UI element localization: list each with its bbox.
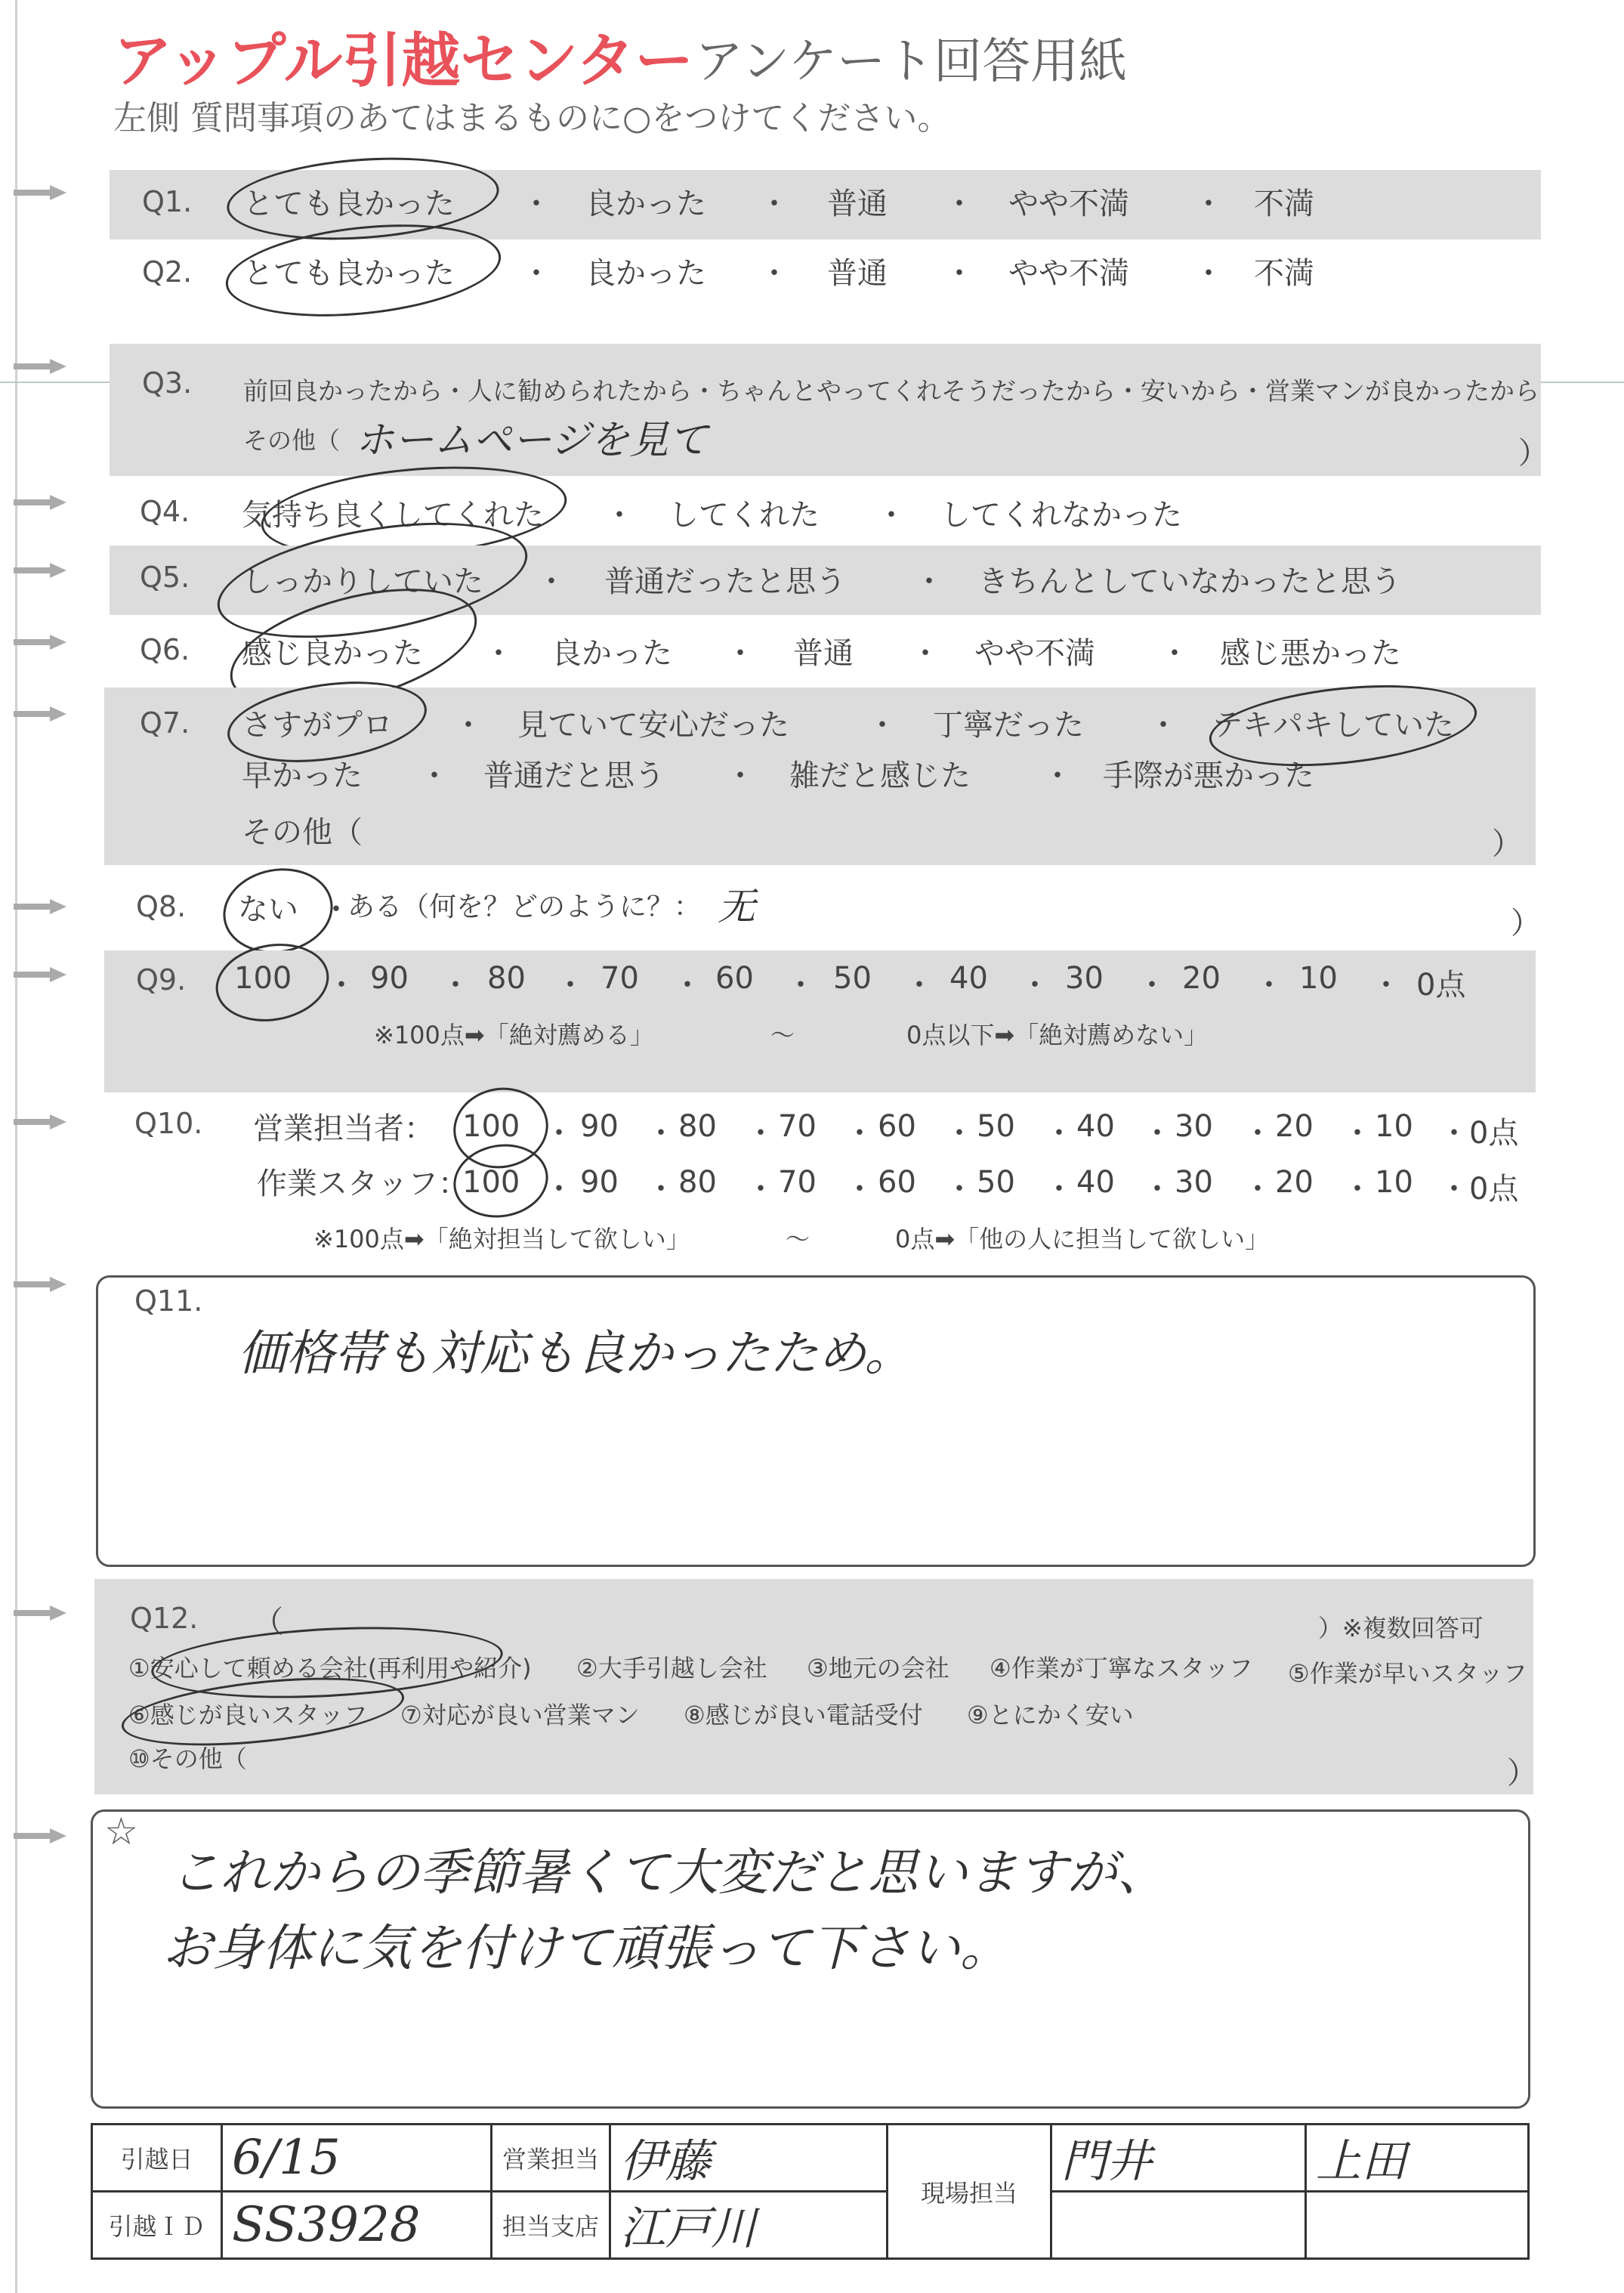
q9-score-60[interactable]: 60	[715, 961, 754, 996]
q10-staff-score[interactable]: 100	[462, 1165, 520, 1200]
q2-option[interactable]: 不満	[1254, 256, 1314, 291]
q9-dot: ・	[326, 968, 357, 1003]
q7-option[interactable]: 普通だと思う	[483, 759, 665, 793]
q9-note-right: 0点以下➡「絶対薦めない」	[906, 1021, 1209, 1049]
q6-dot: ・	[725, 636, 755, 671]
q10-staff-score[interactable]: 80	[678, 1165, 717, 1200]
q12-option[interactable]: ④作業が丁寧なスタッフ	[990, 1654, 1253, 1683]
q2-dot: ・	[1193, 256, 1224, 291]
q8-close: ）	[1511, 906, 1541, 941]
q10-note-left: ※100点➡「絶対担当して欲しい」	[313, 1225, 690, 1253]
q9-score-20[interactable]: 20	[1182, 961, 1221, 996]
q9-label: Q9.	[136, 963, 187, 997]
q12-other-label: ⑩その他（	[128, 1744, 247, 1773]
q9-score-50[interactable]: 50	[833, 961, 872, 996]
q7-label: Q7.	[140, 706, 190, 740]
arrow-icon	[14, 967, 66, 981]
site-value-1[interactable]: 門井	[1061, 2135, 1152, 2188]
q7-option[interactable]: 早かった	[242, 759, 363, 793]
q12-label: Q12.	[130, 1602, 199, 1635]
q9-dot: ・	[1371, 968, 1401, 1003]
q11-answer[interactable]: 価格帯も対応も良かったため。	[238, 1326, 913, 1382]
move-id-label: 引越ＩＤ	[92, 2192, 222, 2259]
q1-dot: ・	[1193, 187, 1224, 221]
q7-dot: ・	[1148, 708, 1178, 743]
q6-option[interactable]: 感じ悪かった	[1220, 636, 1401, 671]
q2-option[interactable]: 普通	[827, 256, 888, 291]
q7-option[interactable]: 丁寧だった	[933, 708, 1084, 743]
q10-dot: ・	[1044, 1172, 1074, 1207]
q9-score-30[interactable]: 30	[1065, 961, 1104, 996]
q6-label: Q6.	[140, 633, 190, 666]
q10-sales-score[interactable]: 60	[878, 1109, 916, 1144]
q10-staff-score[interactable]: 70	[778, 1165, 817, 1200]
q10-staff-label: 作業スタッフ：	[257, 1167, 468, 1201]
q1-dot: ・	[944, 187, 974, 221]
q9-dot: ・	[555, 968, 585, 1003]
q12-option[interactable]: ⑤作業が早いスタッフ	[1288, 1659, 1527, 1688]
arrow-icon	[14, 563, 66, 576]
q7-dot: ・	[867, 708, 897, 743]
q10-dot: ・	[1142, 1116, 1172, 1151]
q10-staff-score[interactable]: 40	[1076, 1165, 1115, 1200]
q10-label: Q10.	[134, 1107, 203, 1140]
q10-sales-score[interactable]: 30	[1175, 1109, 1213, 1144]
arrow-icon	[14, 1605, 66, 1619]
q9-note-left: ※100点➡「絶対薦める」	[374, 1021, 654, 1049]
arrow-icon	[14, 495, 66, 508]
q12-option[interactable]: ②大手引越し会社	[576, 1654, 767, 1683]
q3-other-label: その他（	[243, 426, 341, 455]
q5-option[interactable]: 普通だったと思う	[604, 564, 846, 599]
q10-dot: ・	[1439, 1116, 1469, 1151]
q1-label: Q1.	[142, 185, 193, 218]
q10-dot: ・	[1243, 1172, 1273, 1207]
q10-sales-score[interactable]: 80	[678, 1109, 717, 1144]
q10-sales-score[interactable]: 100	[462, 1109, 520, 1144]
arrow-icon	[14, 899, 66, 913]
q12-option[interactable]: ⑥感じが良いスタッフ	[128, 1701, 368, 1729]
q10-sales-score[interactable]: 0点	[1469, 1116, 1519, 1151]
arrow-icon	[14, 1114, 66, 1128]
q10-dot: ・	[1044, 1116, 1074, 1151]
q11-label: Q11.	[134, 1284, 203, 1318]
q1-dot: ・	[521, 187, 551, 221]
q12-option[interactable]: ①安心して頼める会社(再利用や紹介)	[128, 1654, 532, 1683]
q5-dot: ・	[914, 564, 944, 599]
q10-dot: ・	[944, 1172, 974, 1207]
q7-option[interactable]: テキパキしていた	[1212, 708, 1454, 743]
q7-dot: ・	[1042, 759, 1073, 793]
q10-sales-score[interactable]: 20	[1275, 1109, 1314, 1144]
q4-dot: ・	[604, 498, 634, 533]
q6-dot: ・	[910, 636, 940, 671]
q6-option[interactable]: 感じ良かった	[242, 636, 423, 671]
q6-dot: ・	[483, 636, 514, 671]
q10-dot: ・	[646, 1116, 676, 1151]
q9-dot: ・	[1254, 968, 1284, 1003]
q1-option[interactable]: やや不満	[1008, 187, 1129, 221]
move-date-value[interactable]: 6/15	[232, 2130, 341, 2186]
q4-option[interactable]: してくれなかった	[940, 498, 1182, 533]
q10-staff-score[interactable]: 60	[878, 1165, 916, 1200]
q10-dot: ・	[1142, 1172, 1172, 1207]
move-date-label: 引越日	[92, 2125, 222, 2192]
q10-sales-score[interactable]: 40	[1076, 1109, 1115, 1144]
q10-dot: ・	[746, 1172, 776, 1207]
q12-option[interactable]: ⑧感じが良い電話受付	[684, 1701, 923, 1729]
q10-sales-score[interactable]: 90	[580, 1109, 619, 1144]
branch-value[interactable]: 江戸川	[620, 2202, 756, 2255]
q7-dot: ・	[725, 759, 755, 793]
q8-label: Q8.	[136, 890, 187, 923]
q5-label: Q5.	[140, 561, 190, 594]
q2-dot: ・	[759, 256, 789, 291]
q9-dot: ・	[440, 968, 471, 1003]
q9-dot: ・	[672, 968, 702, 1003]
q10-staff-score[interactable]: 0点	[1469, 1172, 1519, 1207]
q5-option[interactable]: きちんとしていなかったと思う	[978, 564, 1401, 599]
q7-option[interactable]: 雑だと感じた	[789, 759, 971, 793]
q1-option[interactable]: とても良かった	[243, 187, 455, 221]
q12-open: （	[253, 1605, 283, 1639]
q7-option[interactable]: さすがプロ	[242, 708, 393, 743]
q9-dot: ・	[1137, 968, 1167, 1003]
q10-dot: ・	[844, 1116, 875, 1151]
branch-label: 担当支店	[492, 2192, 610, 2259]
q1-option[interactable]: 普通	[827, 187, 888, 221]
q9-score-80[interactable]: 80	[487, 961, 526, 996]
q3-other-answer[interactable]: ホームページを見て	[355, 418, 708, 463]
q10-dot: ・	[544, 1116, 574, 1151]
q10-dot: ・	[1439, 1172, 1469, 1207]
q8-option-no[interactable]: ない	[238, 892, 298, 927]
q9-score-70[interactable]: 70	[601, 961, 639, 996]
q12-option[interactable]: ⑦対応が良い営業マン	[400, 1701, 640, 1729]
q4-option[interactable]: 気持ち良くしてくれた	[242, 498, 544, 533]
q9-score-100[interactable]: 100	[234, 961, 292, 996]
q2-option[interactable]: とても良かった	[243, 256, 455, 291]
q7-option[interactable]: 手際が悪かった	[1103, 759, 1314, 793]
q9-score-90[interactable]: 90	[370, 961, 409, 996]
comment-line-2[interactable]: お身体に気を付けて頑張って下さい。	[162, 1919, 1010, 1977]
q7-dot: ・	[419, 759, 449, 793]
q10-staff-score[interactable]: 20	[1275, 1165, 1314, 1200]
q7-close: ）	[1492, 827, 1522, 861]
q3-close: ）	[1518, 436, 1548, 471]
q12-close: ）	[1507, 1756, 1537, 1791]
q10-dot: ・	[844, 1172, 875, 1207]
q9-dot: ・	[904, 968, 934, 1003]
move-id-value[interactable]: SS3928	[232, 2197, 421, 2253]
q10-staff-score[interactable]: 90	[580, 1165, 619, 1200]
arrow-icon	[14, 706, 66, 720]
q10-dot: ・	[746, 1116, 776, 1151]
q2-label: Q2.	[142, 255, 193, 289]
star-icon: ☆	[104, 1809, 138, 1853]
q2-option[interactable]: 良かった	[585, 256, 706, 291]
comment-line-1[interactable]: これからの季節暑くて大変だと思いますが、	[170, 1843, 1167, 1902]
form-subtitle: アンケート回答用紙	[695, 34, 1128, 90]
instruction-text: 左側 質問事項のあてはまるものに○をつけてください。	[113, 99, 951, 138]
q7-dot: ・	[453, 708, 483, 743]
q8-answer[interactable]: 无	[718, 885, 755, 929]
q4-option[interactable]: してくれた	[668, 498, 820, 533]
q6-dot: ・	[1159, 636, 1190, 671]
q10-dot: ・	[944, 1116, 974, 1151]
sales-value[interactable]: 伊藤	[620, 2135, 711, 2188]
q1-dot: ・	[759, 187, 789, 221]
q10-staff-score[interactable]: 30	[1175, 1165, 1213, 1200]
q5-dot: ・	[536, 564, 567, 599]
q3-options[interactable]: 前回良かったから・人に勧められたから・ちゃんとやってくれそうだったから・安いから・営業マンが良かったから	[243, 376, 1539, 406]
q10-dot: ・	[1342, 1116, 1372, 1151]
q2-option[interactable]: やや不満	[1008, 256, 1129, 291]
q9-dot: ・	[1020, 968, 1050, 1003]
q6-option[interactable]: 普通	[793, 636, 854, 671]
q12-option[interactable]: ⑨とにかく安い	[967, 1701, 1134, 1729]
q9-score-0[interactable]: 0点	[1416, 968, 1466, 1003]
footer-table	[91, 2123, 1530, 2260]
q10-sales-score[interactable]: 10	[1375, 1109, 1413, 1144]
q8-option-yes[interactable]: ある（何を？どのように？：	[347, 892, 702, 922]
site-label: 現場担当	[888, 2125, 1051, 2259]
q5-option[interactable]: しっかりしていた	[242, 564, 483, 599]
q6-option[interactable]: やや不満	[974, 636, 1095, 671]
q4-dot: ・	[876, 498, 906, 533]
company-title: アップル引越センター	[113, 27, 694, 95]
q10-dot: ・	[1342, 1172, 1372, 1207]
q10-sales-score[interactable]: 50	[977, 1109, 1015, 1144]
q2-dot: ・	[944, 256, 974, 291]
binder-line	[15, 0, 17, 2293]
q10-tilde: ～	[786, 1225, 810, 1253]
q7-option[interactable]: 見ていて安心だった	[517, 708, 789, 743]
q9-tilde: ～	[770, 1021, 795, 1049]
q1-option[interactable]: 良かった	[585, 187, 706, 221]
q9-score-10[interactable]: 10	[1299, 961, 1338, 996]
q9-dot: ・	[786, 968, 816, 1003]
q10-dot: ・	[1243, 1116, 1273, 1151]
q10-note-right: 0点➡「他の人に担当して欲しい」	[895, 1225, 1270, 1253]
q9-score-40[interactable]: 40	[949, 961, 988, 996]
arrow-icon	[14, 635, 66, 648]
q8-dot: ・	[321, 892, 351, 927]
q10-staff-score[interactable]: 10	[1375, 1165, 1413, 1200]
sales-label: 営業担当	[492, 2125, 610, 2192]
q10-dot: ・	[544, 1172, 574, 1207]
site-value-2[interactable]: 上田	[1316, 2135, 1406, 2188]
arrow-icon	[14, 1277, 66, 1290]
q3-label: Q3.	[142, 366, 193, 400]
q7-other-label: その他（	[242, 815, 363, 850]
q10-dot: ・	[646, 1172, 676, 1207]
arrow-icon	[14, 185, 66, 199]
q6-option[interactable]: 良かった	[551, 636, 672, 671]
arrow-icon	[14, 359, 66, 372]
q10-sales-score[interactable]: 70	[778, 1109, 817, 1144]
arrow-icon	[14, 1828, 66, 1842]
q10-sales-label: 営業担当者：	[253, 1111, 434, 1146]
q4-label: Q4.	[140, 495, 190, 528]
q12-multi-note: ）※複数回答可	[1318, 1614, 1484, 1642]
q2-dot: ・	[521, 256, 551, 291]
q10-staff-score[interactable]: 50	[977, 1165, 1015, 1200]
q12-option[interactable]: ③地元の会社	[807, 1654, 949, 1683]
q1-option[interactable]: 不満	[1254, 187, 1314, 221]
